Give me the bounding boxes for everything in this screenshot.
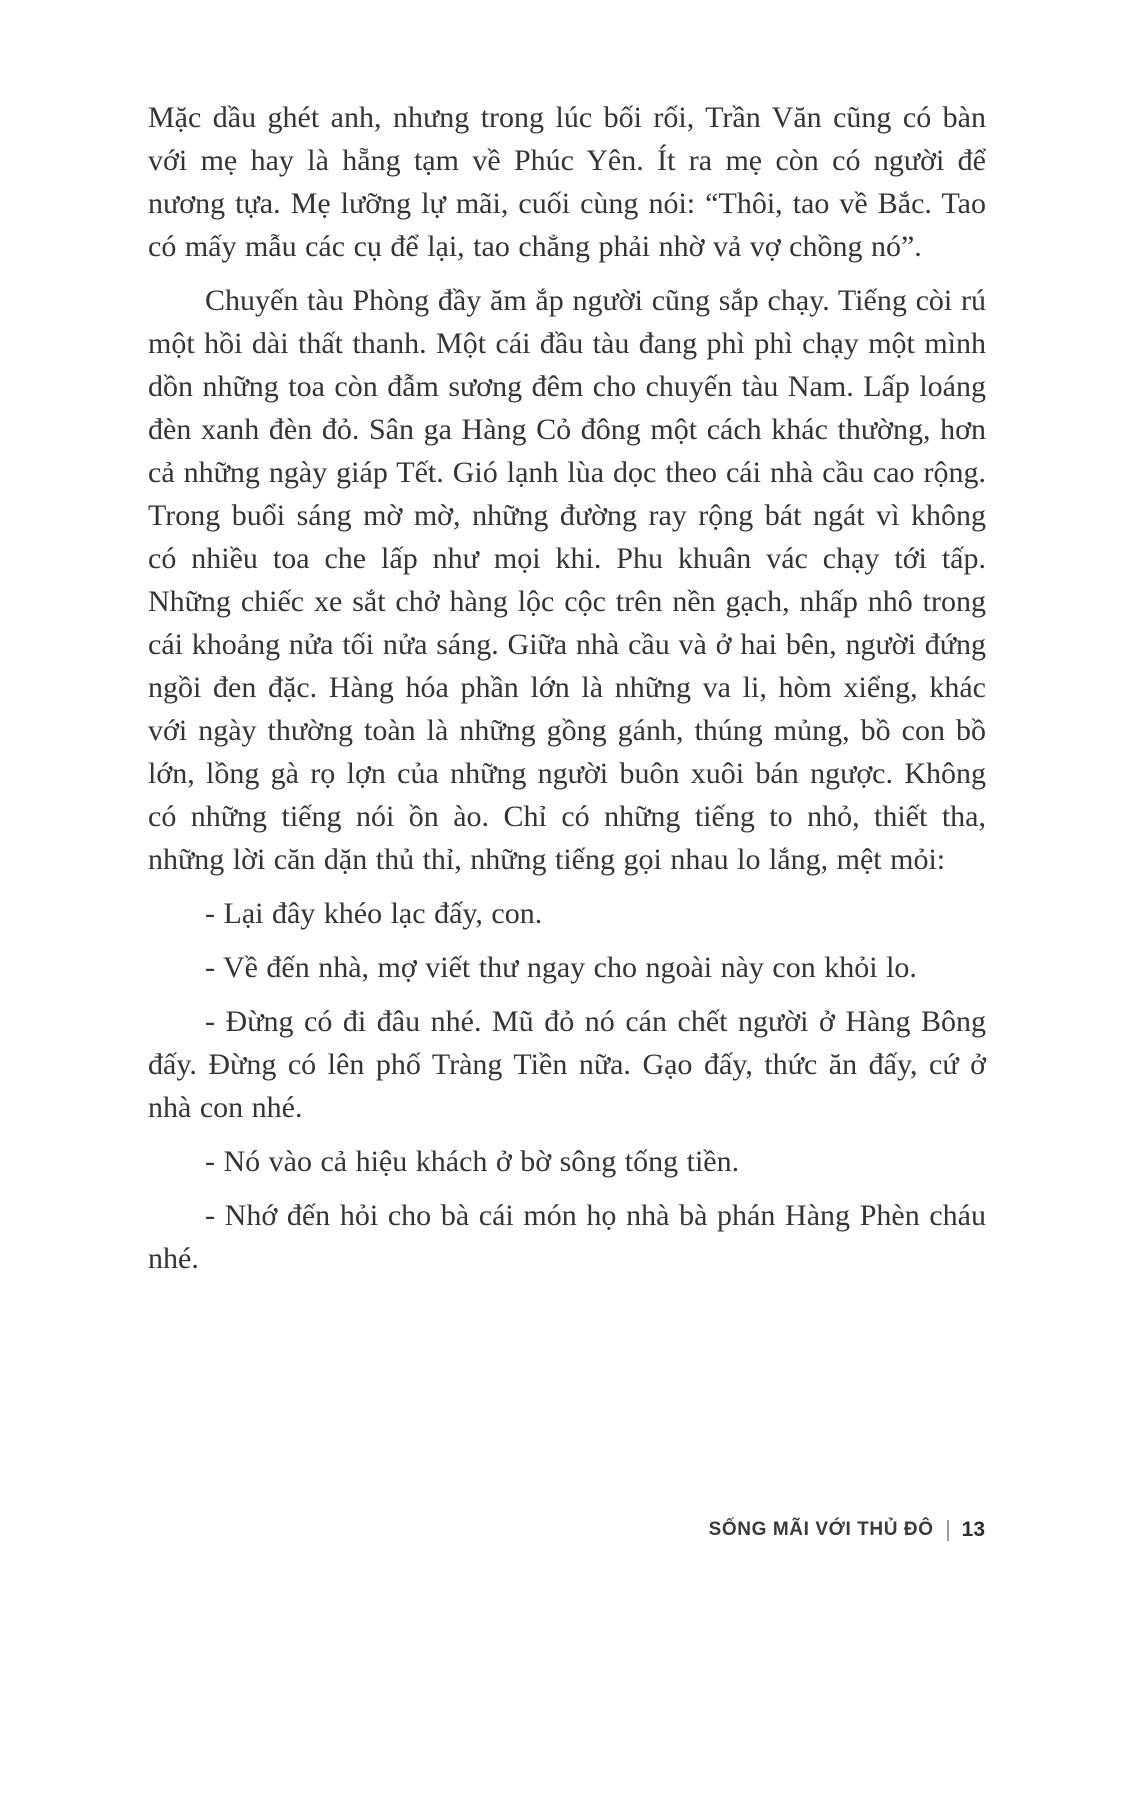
running-footer-title: SỐNG MÃI VỚI THỦ ĐÔ — [708, 1519, 934, 1540]
paragraph: Mặc dầu ghét anh, nhưng trong lúc bối rối, Trần Văn cũng có bàn với mẹ hay là hẵng tạm về Phúc Yên. Ít ra mẹ còn có người để nương tựa. Mẹ lưỡng lự mãi, cuối cùng nói: “Thôi, tao về Bắc. Tao có mấy mẫu các cụ để lại, tao chẳng phải nhờ vả vợ chồng nó”. — [148, 101, 986, 263]
text-block — [148, 96, 986, 1291]
dialogue-line: - Đừng có đi đâu nhé. Mũ đỏ nó cán chết người ở Hàng Bông đấy. Đừng có lên phố Tràng Tiền nữa. Gạo đấy, thức ăn đấy, cứ ở nhà con nhé. — [148, 1005, 986, 1124]
footer-divider — [947, 1520, 949, 1541]
page-footer — [709, 1518, 985, 1542]
dialogue-line: - Về đến nhà, mợ viết thư ngay cho ngoài này con khỏi lo. — [205, 951, 917, 984]
paragraph: Chuyến tàu Phòng đầy ăm ắp người cũng sắp chạy. Tiếng còi rú một hồi dài thất thanh. Một cái đầu tàu đang phì phì chạy một mình dồn những toa còn đẫm sương đêm cho chuyến tàu Nam. Lấp loáng đèn xanh đèn đỏ. Sân ga Hàng Cỏ đông một cách khác thường, hơn cả những ngày giáp Tết. Gió lạnh lùa dọc theo cái nhà cầu cao rộng. Trong buổi sáng mờ mờ, những đường ray rộng bát ngát vì không có nhiều toa che lấp như mọi khi. Phu khuân vác chạy tới tấp. Những chiếc xe sắt chở hàng lộc cộc trên nền gạch, nhấp nhô trong cái khoảng nửa tối nửa sáng. Giữa nhà cầu và ở hai bên, người đứng ngồi đen đặc. Hàng hóa phần lớn là những va li, hòm xiểng, khác với ngày thường toàn là những gồng gánh, thúng mủng, bồ con bồ lớn, lồng gà rọ lợn của những người buôn xuôi bán ngược. Không có những tiếng nói ồn ào. Chỉ có những tiếng to nhỏ, thiết tha, những lời căn dặn thủ thỉ, những tiếng gọi nhau lo lắng, mệt mỏi: — [148, 284, 986, 876]
dialogue-line: - Nhớ đến hỏi cho bà cái món họ nhà bà phán Hàng Phèn cháu nhé. — [148, 1199, 986, 1275]
dialogue-line: - Lại đây khéo lạc đấy, con. — [205, 897, 543, 930]
dialogue-line: - Nó vào cả hiệu khách ở bờ sông tống tiền. — [205, 1145, 740, 1178]
page-number: 13 — [961, 1518, 985, 1541]
